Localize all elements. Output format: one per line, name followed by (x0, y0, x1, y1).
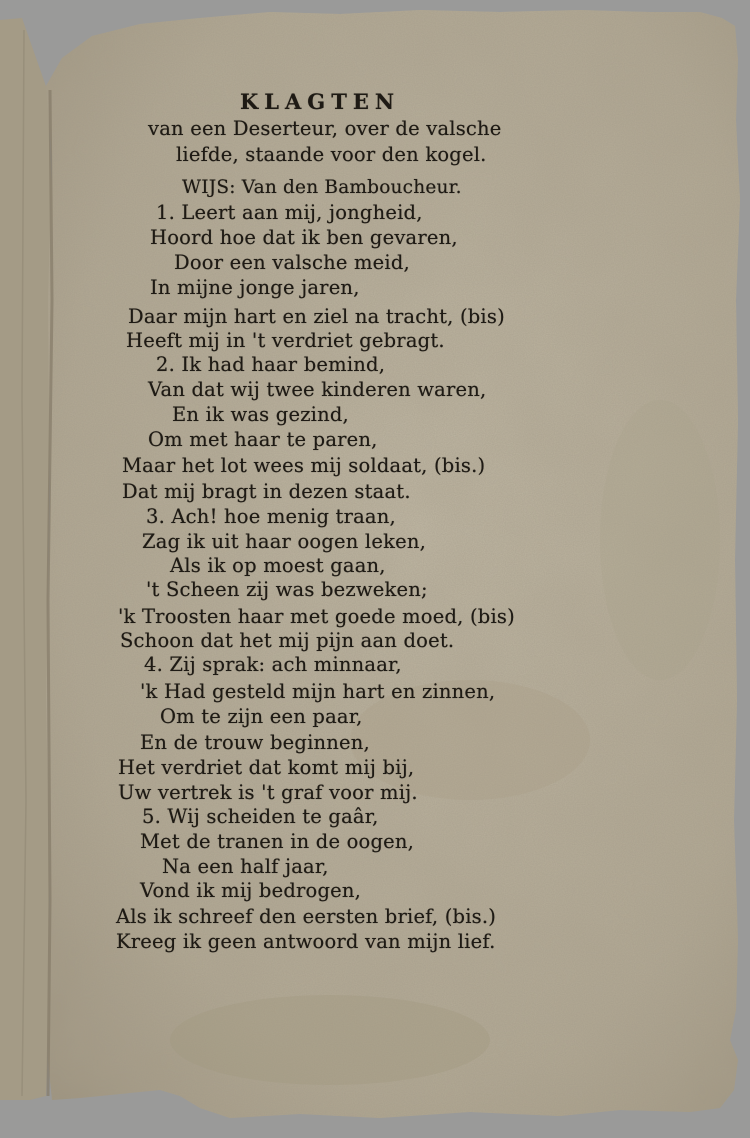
verse-line: 'k Troosten haar met goede moed, (bis) (118, 605, 515, 628)
verse-line: 't Scheen zij was bezweken; (146, 578, 428, 601)
verse-line: Uw vertrek is 't graf voor mij. (118, 781, 418, 804)
tune-line: WIJS: Van den Bamboucheur. (182, 177, 462, 198)
subtitle-line: liefde, staande voor den kogel. (176, 143, 487, 166)
verse-line: Zag ik uit haar oogen leken, (142, 530, 427, 553)
document-title: KLAGTEN (240, 89, 401, 114)
verse-line: 4. Zij sprak: ach minnaar, (144, 653, 402, 676)
verse-line: En ik was gezind, (172, 403, 349, 426)
verse-line: Daar mijn hart en ziel na tracht, (bis) (128, 305, 505, 328)
verse-line: Als ik schreef den eersten brief, (bis.) (116, 905, 497, 928)
verse-line: Om met haar te paren, (148, 428, 378, 451)
verse-line: 2. Ik had haar bemind, (156, 353, 386, 376)
verse-line: Na een half jaar, (162, 855, 329, 878)
verse-line: 'k Had gesteld mijn hart en zinnen, (140, 680, 496, 703)
verse-line: Het verdriet dat komt mij bij, (118, 756, 415, 779)
verse-line: Om te zijn een paar, (160, 705, 363, 728)
verse-line: 1. Leert aan mij, jongheid, (156, 201, 423, 224)
verse-line: Van dat wij twee kinderen waren, (148, 378, 487, 401)
verse-line: Door een valsche meid, (174, 251, 410, 274)
verse-line: Als ik op moest gaan, (170, 554, 386, 577)
verse-line: Dat mij bragt in dezen staat. (122, 480, 411, 503)
verse-line: En de trouw beginnen, (140, 731, 370, 754)
verse-line: Vond ik mij bedrogen, (140, 879, 362, 902)
verse-line: Heeft mij in 't verdriet gebragt. (126, 329, 445, 352)
verse-line: 5. Wij scheiden te gaâr, (142, 805, 379, 828)
verse-line: Hoord hoe dat ik ben gevaren, (150, 226, 458, 249)
verse-line: Schoon dat het mij pijn aan doet. (120, 629, 455, 652)
verse-line: Kreeg ik geen antwoord van mijn lief. (116, 930, 496, 953)
subtitle-line: van een Deserteur, over de valsche (148, 117, 502, 140)
verse-line: In mijne jonge jaren, (150, 276, 360, 299)
verse-line: Met de tranen in de oogen, (140, 830, 415, 853)
verse-line: 3. Ach! hoe menig traan, (146, 505, 396, 528)
verse-line: Maar het lot wees mij soldaat, (bis.) (122, 454, 486, 477)
